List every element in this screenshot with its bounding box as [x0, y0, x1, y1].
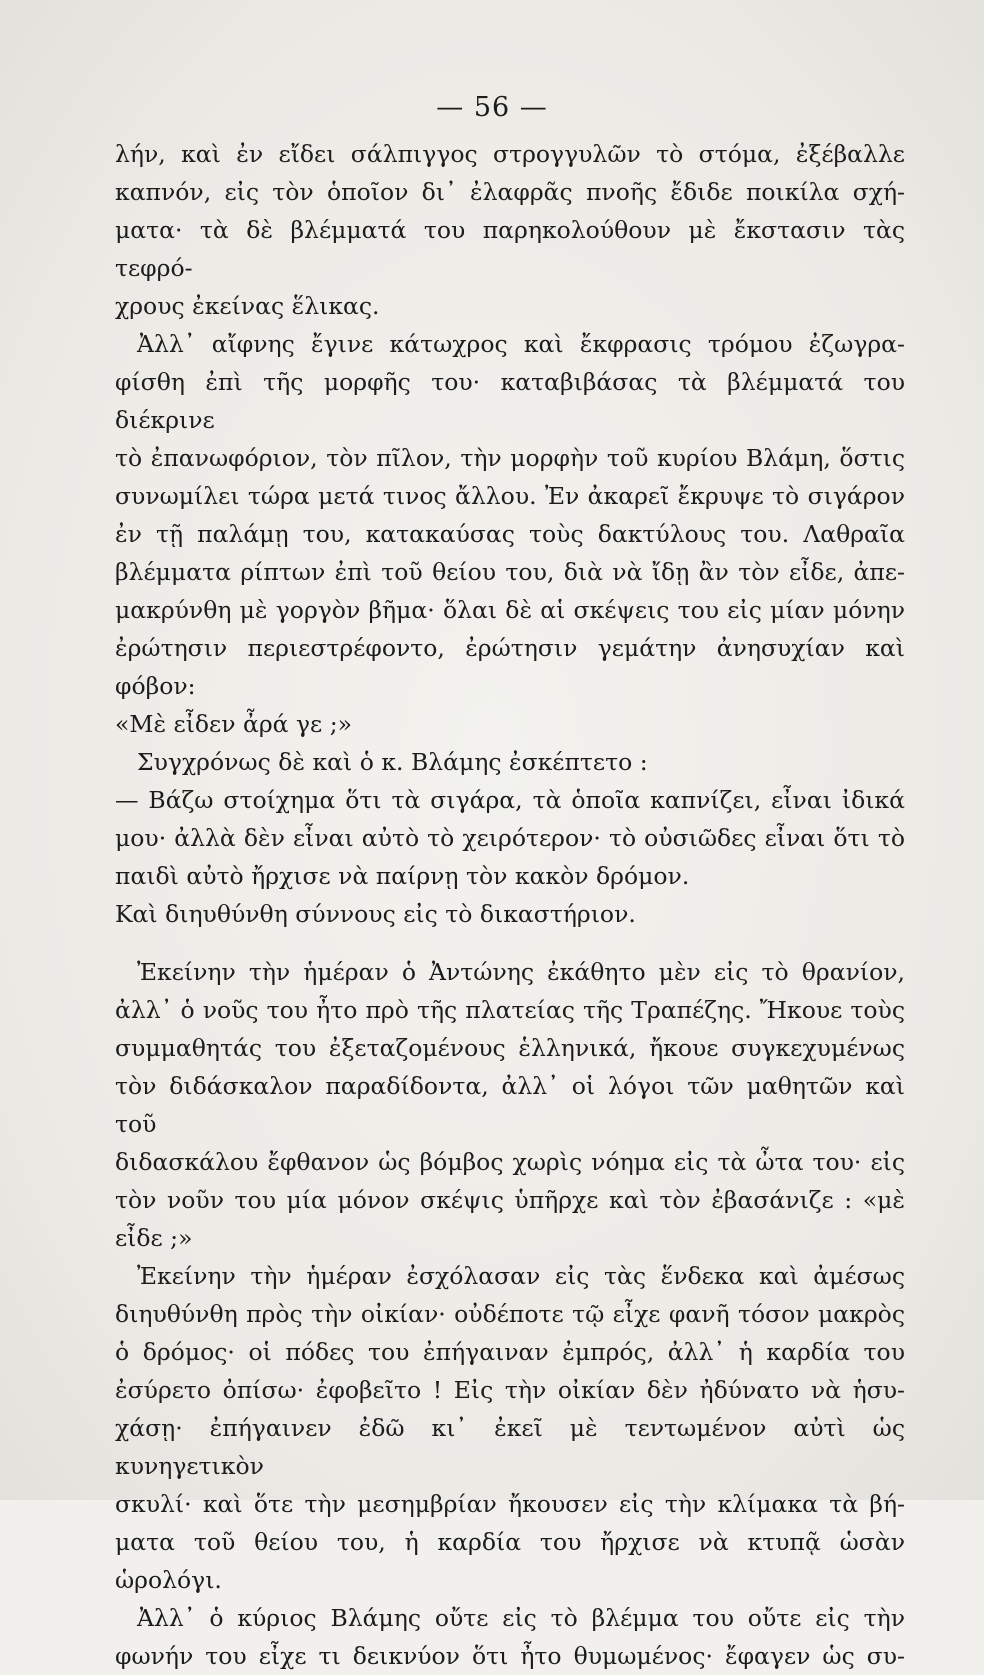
text-line: ἐσύρετο ὀπίσω· ἐφοβεῖτο ! Εἰς τὴν οἰκίαν δὲν ἠδύνατο νὰ ἡσυ-: [115, 1376, 905, 1404]
text-line: τὸν διδάσκαλον παραδίδοντα, ἀλλ᾽ οἱ λόγοι τῶν μαθητῶν καὶ τοῦ: [115, 1072, 905, 1138]
text-line: καπνόν, εἰς τὸν ὁποῖον δι᾽ ἐλαφρᾶς πνοῆς ἔδιδε ποικίλα σχή-: [115, 178, 905, 206]
text-line: διδασκάλου ἔφθανον ὡς βόμβος χωρὶς νόημα εἰς τὰ ὦτα του· εἰς: [115, 1148, 905, 1176]
text-line: Ἐκείνην τὴν ἡμέραν ἐσχόλασαν εἰς τὰς ἕνδεκα καὶ ἀμέσως: [137, 1262, 905, 1290]
text-line: σκυλί· καὶ ὅτε τὴν μεσημβρίαν ἤκουσεν εἰς τὴν κλίμακα τὰ βή-: [115, 1490, 905, 1518]
text-line: βλέμματα ρίπτων ἐπὶ τοῦ θείου του, διὰ νὰ ἴδῃ ἂν τὸν εἶδε, ἀπε-: [115, 558, 905, 586]
text-line: Ἀλλ᾽ ὁ κύριος Βλάμης οὔτε εἰς τὸ βλέμμα του οὔτε εἰς τὴν: [137, 1604, 905, 1632]
section-break: [115, 933, 905, 953]
text-line: μου· ἀλλὰ δὲν εἶναι αὐτὸ τὸ χειρότερον· τὸ οὐσιῶδες εἶναι ὅτι τὸ: [115, 824, 905, 852]
text-line: συμμαθητάς του ἐξεταζομένους ἑλληνικά, ἤκουε συγκεχυμένως: [115, 1034, 905, 1062]
text-line: Ἐκείνην τὴν ἡμέραν ὁ Ἀντώνης ἐκάθητο μὲν εἰς τὸ θρανίον,: [137, 958, 905, 986]
text-line: ὁ δρόμος· οἱ πόδες του ἐπήγαιναν ἐμπρός, ἀλλ᾽ ἡ καρδία του: [115, 1338, 905, 1366]
text-line: — Βάζω στοίχημα ὅτι τὰ σιγάρα, τὰ ὁποῖα καπνίζει, εἶναι ἰδικά: [115, 786, 905, 814]
text-line: φωνήν του εἶχε τι δεικνύον ὅτι ἦτο θυμωμένος· ἔφαγεν ὡς συ-: [115, 1642, 905, 1670]
text-line: Καὶ διηυθύνθη σύννους εἰς τὸ δικαστήριον.: [115, 900, 636, 928]
text-line: εἶδε ;»: [115, 1224, 193, 1252]
text-line: ματα· τὰ δὲ βλέμματά του παρηκολούθουν μὲ ἔκστασιν τὰς τεφρό-: [115, 216, 905, 282]
text-line: χάσῃ· ἐπήγαινεν ἐδῶ κι᾽ ἐκεῖ μὲ τεντωμένον αὐτὶ ὡς κυνηγετικὸν: [115, 1414, 905, 1480]
text-line: διηυθύνθη πρὸς τὴν οἰκίαν· οὐδέποτε τῷ εἶχε φανῆ τόσον μακρὸς: [115, 1300, 905, 1328]
text-line: τὸν νοῦν του μία μόνον σκέψις ὑπῆρχε καὶ τὸν ἐβασάνιζε : «μὲ: [115, 1186, 905, 1214]
page-number: — 56 —: [436, 92, 548, 123]
text-line: ἐρώτησιν περιεστρέφοντο, ἐρώτησιν γεμάτην ἀνησυχίαν καὶ φόβον:: [115, 634, 905, 700]
text-line: ματα τοῦ θείου του, ἡ καρδία του ἤρχισε νὰ κτυπᾷ ὡσὰν ὡρολόγι.: [115, 1528, 905, 1594]
text-line: Συγχρόνως δὲ καὶ ὁ κ. Βλάμης ἐσκέπτετο :: [137, 748, 648, 776]
text-line: τὸ ἐπανωφόριον, τὸν πῖλον, τὴν μορφὴν τοῦ κυρίου Βλάμη, ὅστις: [115, 444, 905, 472]
text-line: «Μὲ εἶδεν ἆρά γε ;»: [115, 710, 352, 738]
text-line: φίσθη ἐπὶ τῆς μορφῆς του· καταβιβάσας τὰ βλέμματά του διέκρινε: [115, 368, 905, 434]
text-line: χρους ἐκείνας ἕλικας.: [115, 292, 380, 320]
text-line: μακρύνθη μὲ γοργὸν βῆμα· ὅλαι δὲ αἱ σκέψεις του εἰς μίαν μόνην: [115, 596, 905, 624]
text-line: ἐν τῇ παλάμῃ του, κατακαύσας τοὺς δακτύλους του. Λαθραῖα: [115, 520, 905, 548]
text-line: Ἀλλ᾽ αἴφνης ἔγινε κάτωχρος καὶ ἔκφρασις τρόμου ἐζωγρα-: [137, 330, 905, 358]
text-line: παιδὶ αὐτὸ ἤρχισε νὰ παίρνῃ τὸν κακὸν δρόμον.: [115, 862, 690, 890]
text-line: λήν, καὶ ἐν εἴδει σάλπιγγος στρογγυλῶν τὸ στόμα, ἐξέβαλλε: [115, 140, 905, 168]
text-line: ἀλλ᾽ ὁ νοῦς του ἦτο πρὸ τῆς πλατείας τῆς Τραπέζης. Ἤκουε τοὺς: [115, 996, 905, 1024]
text-line: συνωμίλει τώρα μετά τινος ἄλλου. Ἐν ἀκαρεῖ ἔκρυψε τὸ σιγάρον: [115, 482, 905, 510]
body-text: [115, 135, 905, 1675]
